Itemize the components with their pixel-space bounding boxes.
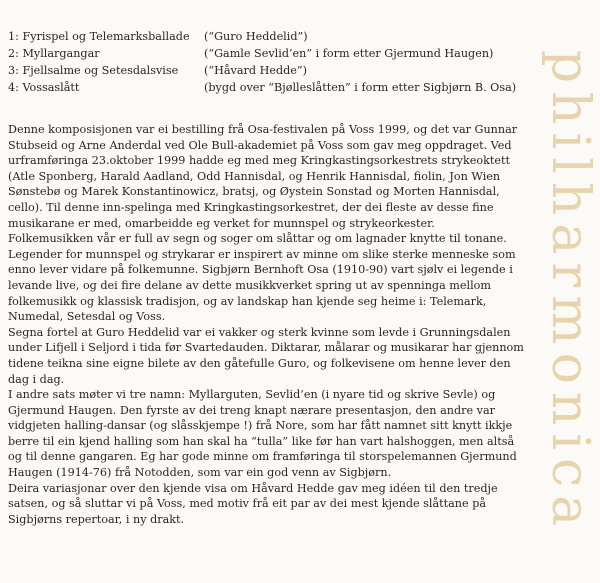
paragraph: I andre sats møter vi tre namn: Myllarguten, Sevlid’en (i nyare tid og skrive Sevle) og Gjermund Haugen. Den fyrste av dei treng knapt nærare presentasjon, den andre var vidgjeten halling-dansar (og slåsskjempe !) frå Nore, som har fått namnet sitt knytt ikkje berre til ein kjend halling som han skal ha “tulla” like før han vart halshoggen, men altså og til denne gangaren. Eg har gode minne om framføringa til storspelemannen Gjermund Haugen (1914-76) frå Notodden, som var ein god venn av Sigbjørn. xyxy=(8,388,517,480)
movement-note: (bygd over “Bjølleslåtten” i form etter Sigbjørn B. Osa) xyxy=(204,81,517,94)
movement-title: 4: Vossaslått xyxy=(8,81,80,94)
movement-title: 2: Myllargangar xyxy=(8,47,100,60)
movement-row xyxy=(8,45,538,62)
paragraph: Deira variasjonar over den kjende visa om Håvard Hedde gav meg idéen til den tredje satsen, og så sluttar vi på Voss, med motiv frå eit par av dei mest kjende slåttane på Sigbjørns repertoar, i ny drakt. xyxy=(8,481,498,526)
movement-note: (“Håvard Hedde”) xyxy=(204,64,307,77)
movement-title: 3: Fjellsalme og Setesdalsvise xyxy=(8,64,179,77)
movement-note: (“Gamle Sevlid’en” i form etter Gjermund Haugen) xyxy=(204,47,494,60)
movement-row xyxy=(8,79,538,96)
paragraph: Folkemusikken vår er full av segn og soger om slåttar og om lagnader knytte til tonane. Legender for munnspel og strykarar er inspirert av minne om slike sterke menneske som enno lever vidare på folkemunne. Sigbjørn Bernhoft Osa (1910-90) vart sjølv ei legende i levande live, og dei fire delane av dette musikkverket spring ut av spenninga mellom folkemusikk og klassisk tradisjon, og av landskap han kjende seg heime i: Telemark, Numedal, Setesdal og Voss. xyxy=(8,232,516,324)
paragraph: Denne komposisjonen var ei bestilling frå Osa-festivalen på Voss 1999, og det var Gunnar Stubseid og Arne Anderdal ved Ole Bull-akademiet på Voss som gav meg oppdraget. Ved urframføringa 23.oktober 1999 hadde eg med meg Kringkastingsorkestrets strykeoktett (Atle Sponberg, Harald Aadland, Odd Hannisdal, og Henrik Hannisdal, fiolin, Jon Wien Sønstebø og Marek Konstantinowicz, bratsj, og Øystein Sonstad og Morten Hannisdal, cello). Til denne inn-spelinga med Kringkastingsorkestret, der dei fleste av desse fine musikarane er med, omarbeidde eg verket for munnspel og strykeorkester. xyxy=(8,123,518,230)
side-title-text: philharmonica xyxy=(540,49,600,534)
movement-row xyxy=(8,62,538,79)
liner-notes-text xyxy=(8,122,530,527)
movement-list xyxy=(8,28,538,96)
paragraph: Segna fortel at Guro Heddelid var ei vakker og sterk kvinne som levde i Grunningsdalen under Lifjell i Seljord i tida før Svartedauden. Diktarar, målarar og musikarar har gjennom tidene teikna sine eigne bilete av den gåtefulle Guro, og folkevisene om henne lever den dag i dag. xyxy=(8,325,524,386)
movement-row xyxy=(8,28,538,45)
movement-title: 1: Fyrispel og Telemarksballade xyxy=(8,30,190,43)
vertical-side-title xyxy=(540,0,600,583)
movement-note: (“Guro Heddelid”) xyxy=(204,30,308,43)
